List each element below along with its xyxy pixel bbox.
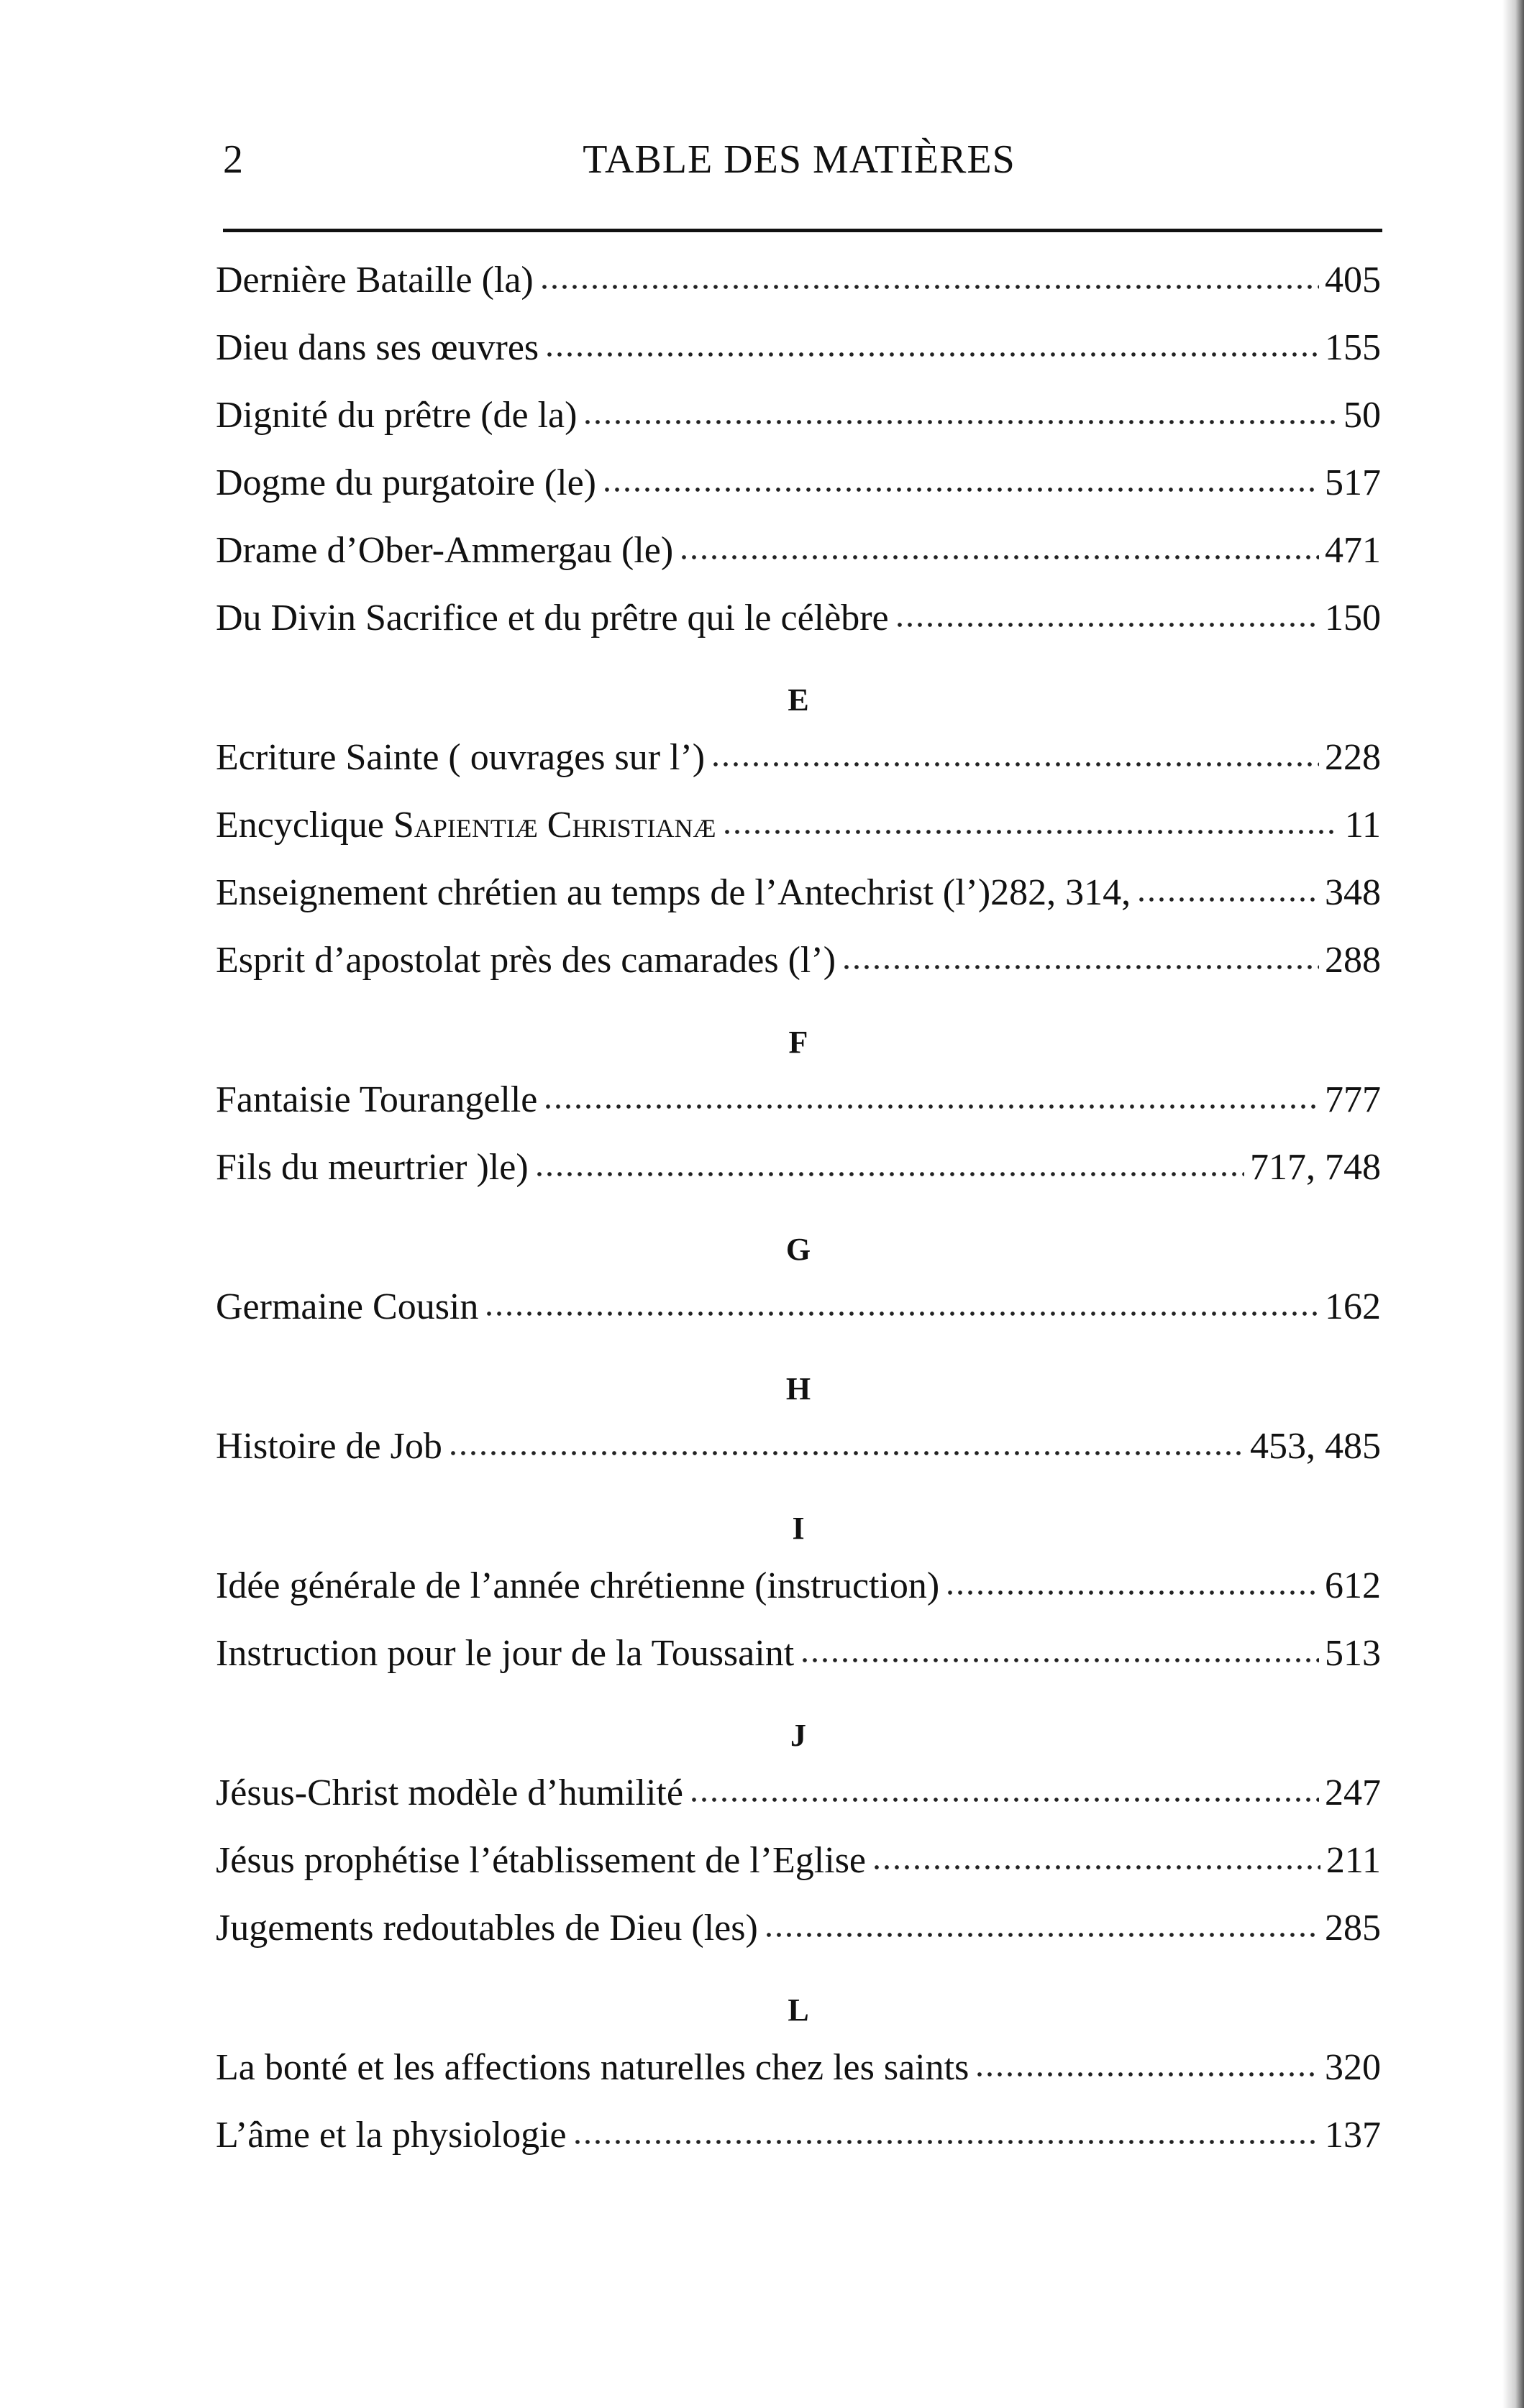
dot-leader [1136,890,1319,905]
toc-entry [216,1146,1381,1214]
toc-entry [216,1907,1381,1974]
dot-leader [764,1926,1319,1940]
toc-entry-page: 612 [1325,1565,1381,1606]
toc-entry-page: 513 [1325,1633,1381,1674]
toc-entry-title: Fantaisie Tourangelle [216,1079,538,1120]
dot-leader [679,548,1319,562]
toc-entry-title: Dieu dans ses œuvres [216,327,539,368]
header-rule [223,229,1382,232]
toc-entry [216,259,1381,326]
page-header [216,129,1382,194]
dot-leader [895,615,1319,630]
toc-entry [216,804,1381,871]
toc-entry-title: Jésus prophétise l’établissement de l’Eglise [216,1840,867,1881]
toc-entry-page: 285 [1325,1908,1381,1949]
toc-entry-page: 11 [1344,805,1381,846]
dot-leader [544,345,1319,360]
toc-entry-page: 155 [1325,327,1381,368]
toc-entry-title: Dernière Bataille (la) [216,260,534,301]
toc-entry-page: 211 [1325,1840,1381,1881]
toc-entry-title: Encyclique Sapientiæ Christianæ [216,805,716,846]
dot-leader [872,1858,1320,1872]
dot-leader [448,1444,1244,1458]
toc-entry-title: L’âme et la physiologie [216,2115,567,2156]
small-caps-text: Sapientiæ Christianæ [393,805,716,846]
toc-entry-title: Histoire de Job [216,1426,442,1467]
toc-entry-page: 247 [1325,1772,1381,1813]
dot-leader [841,958,1319,972]
toc-entry [216,394,1381,462]
toc-entry [216,871,1381,939]
toc-entry-title: Jésus-Christ modèle d’humilité [216,1772,683,1813]
toc-entry-page: 50 [1343,395,1381,436]
dot-leader [539,278,1319,292]
page-edge-shadow [1502,0,1524,2408]
toc-entry-title: Idée générale de l’année chrétienne (instruction) [216,1565,940,1606]
page-number: 2 [223,137,243,182]
toc-entry-page: 471 [1325,530,1381,571]
toc-entry-title: Ecriture Sainte ( ouvrages sur l’) [216,737,706,778]
running-title: TABLE DES MATIÈRES [583,137,1016,182]
section-letter: F [788,1025,808,1060]
toc-entry-page: 517 [1325,462,1381,503]
toc-entry-title: Du Divin Sacrifice et du prêtre qui le célèbre [216,598,889,638]
toc-entry-title: La bonté et les affections naturelles chez les saints [216,2047,969,2088]
dot-leader [602,480,1319,495]
dot-leader [945,1583,1319,1598]
section-letter: E [788,682,809,718]
toc-entry-page: 228 [1325,737,1381,778]
dot-leader [800,1651,1319,1665]
toc-entry [216,1839,1381,1907]
toc-entry [216,1632,1381,1700]
dot-leader [975,2065,1319,2079]
dot-leader [689,1790,1319,1805]
toc-entry-page: 137 [1325,2115,1381,2156]
dot-leader [572,2133,1319,2147]
toc-entry-title: Enseignement chrétien au temps de l’Antechrist (l’)282, 314, [216,872,1131,913]
toc-entry [216,1772,1381,1839]
toc-entry [216,2046,1381,2114]
toc-entry-title: Dogme du purgatoire (le) [216,462,596,503]
toc-entry-title: Fils du meurtrier )le) [216,1147,529,1188]
toc-entry [216,1286,1381,1353]
toc-entry [216,597,1381,664]
toc-entry-title: Instruction pour le jour de la Toussaint [216,1633,795,1674]
toc-entry [216,1565,1381,1632]
toc-entry-title: Esprit d’apostolat près des camarades (l’) [216,940,836,981]
toc-entry-page: 320 [1325,2047,1381,2088]
toc-entry-page: 150 [1325,598,1381,638]
dot-leader [711,755,1319,769]
toc-entry-page: 405 [1325,260,1381,301]
dot-leader [484,1304,1319,1319]
toc-entry [216,529,1381,597]
toc-entry-page: 453, 485 [1250,1426,1381,1467]
dot-leader [722,823,1339,837]
section-letter: L [788,1992,809,2028]
section-letter: G [785,1232,811,1267]
toc-entry-page: 717, 748 [1250,1147,1381,1188]
toc-entry [216,2114,1381,2182]
toc-entry [216,1079,1381,1146]
toc-entry-page: 288 [1325,940,1381,981]
toc-entry [216,462,1381,529]
dot-leader [543,1097,1319,1112]
toc-entry-page: 348 [1325,872,1381,913]
toc-entry-title: Germaine Cousin [216,1286,479,1327]
toc-entry-page: 162 [1325,1286,1381,1327]
toc-entry [216,736,1381,804]
dot-leader [583,413,1338,427]
toc-entry [216,326,1381,394]
toc-entry [216,1425,1381,1493]
toc-entry-title: Jugements redoutables de Dieu (les) [216,1908,758,1949]
table-of-contents [216,259,1381,2182]
toc-entry-title: Dignité du prêtre (de la) [216,395,578,436]
dot-leader [534,1165,1244,1179]
toc-entry-page: 777 [1325,1079,1381,1120]
section-letter: I [792,1511,805,1546]
section-letter: H [785,1371,811,1406]
toc-entry-title: Drame d’Ober-Ammergau (le) [216,530,674,571]
toc-entry [216,939,1381,1007]
section-letter: J [790,1718,806,1753]
